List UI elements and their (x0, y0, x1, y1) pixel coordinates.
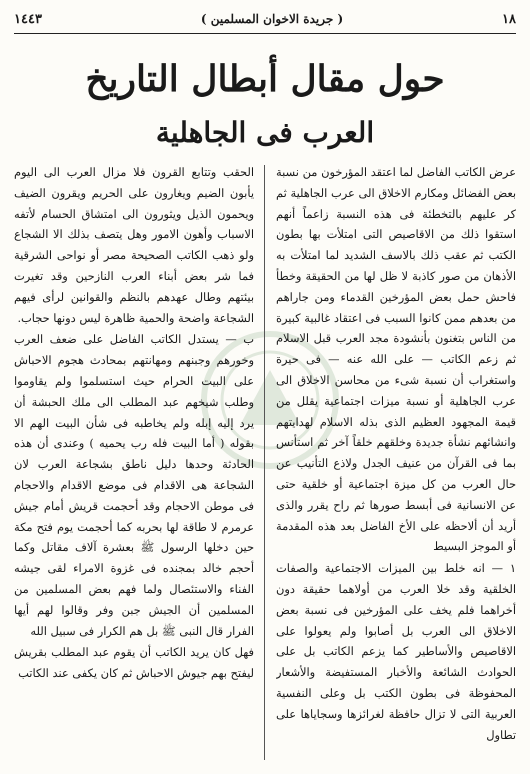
page-header (14, 8, 516, 30)
headline: حول مقال أبطال التاريخ (85, 58, 445, 100)
article-column-left (14, 162, 254, 762)
year: ١٤٤٣ (14, 11, 42, 27)
paragraph: ب — يستدل الكاتب الفاضل على ضعف العرب وخورهم وجبنهم ومهانتهم بمحادث هجوم الاحباش على البيت الحرام حيث استسلموا ولم يقاوموا وطلب شيخهم عبد المطلب الى ملك الحبشة أن يرد إليه إبله ولم يخاطبه فى شأن البيت الهم الا بقوله ( أما البيت فله رب يحميه ) وعندى أن هذه الحادثة وحدها دليل ناطق بشجاعة العرب لان الشجاعة هى الاقدام فى موضع الاقدام والاحجام فى موطن الاحجام وقد أحجمت قريش أمام جيش عرمرم لا طاقة لها بحربه كما أحجمت يوم فتح مكة حين دخلها الرسول ﷺ بعشرة آلاف مقاتل وكما أحجم خالد بمجنده فى غزوة الامراء لقى جيشه الفناء والاستئصال ولما فهم بعض المسلمين من المسلمين أن الجيش جبن وفر وقالوا لهم أيها الفرار قال النبى ﷺ بل هم الكرار فى سبيل الله (14, 332, 254, 638)
paragraph: ١ — انه خلط بين الميزات الاجتماعية والصفات الخلقية وقد خلا العرب من أولاهما حقيقة دون أخراهما فلم يخف على المؤرخين فى نسبة بعض الاخلاق الى العرب بل أصابوا ولم يعولوا على الاقاصيص والأساطير كما يزعم الكاتب بل على الحوادث الشائعة والأخبار المستفيضة والأشعار المحفوظة فى بطون الكتب بل وعلى النفسية العربية التى لا تزال حافظة لغرائزها وسجاياها على تطاول (276, 561, 516, 742)
subheadline: العرب فى الجاهلية (155, 116, 375, 149)
column-divider (264, 165, 265, 760)
publication-name: ( جريدة الاخوان المسلمين ) (200, 12, 344, 26)
page-number: ١٨ (502, 11, 516, 27)
article-column-right (276, 162, 516, 762)
paragraph: الحقب وتتابع القرون فلا مزال العرب الى اليوم يأبون الضيم ويغارون على الحريم ويقرون الضيف ويحمون الذيل ويثورون الى امتشاق الحسام لأتفه الاسباب وأهون الامور وهل يتصف بذلك الا الشجاع ولو ذهب الكاتب الصحيحة مصر أو نواحى الشرقية فما شر بعض أبناء العرب النازحين وقد تغيرت بيئتهم وطال عهدهم بالنظم والقوانين لرأى فيهم الشجاعة واضحة والحمية ظاهرة ليس دونها حجاب. (14, 165, 254, 325)
header-rule (14, 33, 516, 34)
paragraph: عرض الكاتب الفاضل لما اعتقد المؤرخون من نسبة بعض الفضائل ومكارم الاخلاق الى عرب الجاهلية ثم كر عليهم بالتخطئة فى هذه النسبة زاعماً أنهم استقوا ذلك من الاقاصيص التى امتلأت بها بطون الكتب ثم عقب ذلك بالاسف الشديد لما امتلأت به الأذهان من صور كاذبة لا ظل لها من الحقيقة وخطأ فاحش حمل بعض المؤرخين القدماء ومن جاراهم من بعدهم ممن كانوا السبب فى اعتقاد غالبية كبيرة من الناس بتغنون بأنشودة مجد العرب قبل الاسلام ثم زعم الكاتب — على الله عنه — فى حيرة واستغراب أن نسبة شىء من محاسن الاخلاق الى عرب الجاهلية أو نسبة ميزات اجتماعية يقلل من قيمة المجهود العظيم الذى بذله الاسلام لهدايتهم وانشائهم نشأة جديدة وخلقهم خلقاً آخر ثم استأنس بما فى القرآن من عنيف الجدل ولاذع التأنيب عن حال العرب من كل ميزة اجتماعية أو خلقية حتى عن الانسانية فى أبسط صورها ثم راح يقرر والذى أريد أن ألاحظه على الأخ الفاضل بعد هذه المقدمة أو الموجز البسيط (276, 165, 516, 554)
paragraph: فهل كان يريد الكاتب أن يقوم عبد المطلب بقريش ليفتح بهم جيوش الاحباش ثم كان يكفى عند الكاتب (14, 645, 254, 681)
